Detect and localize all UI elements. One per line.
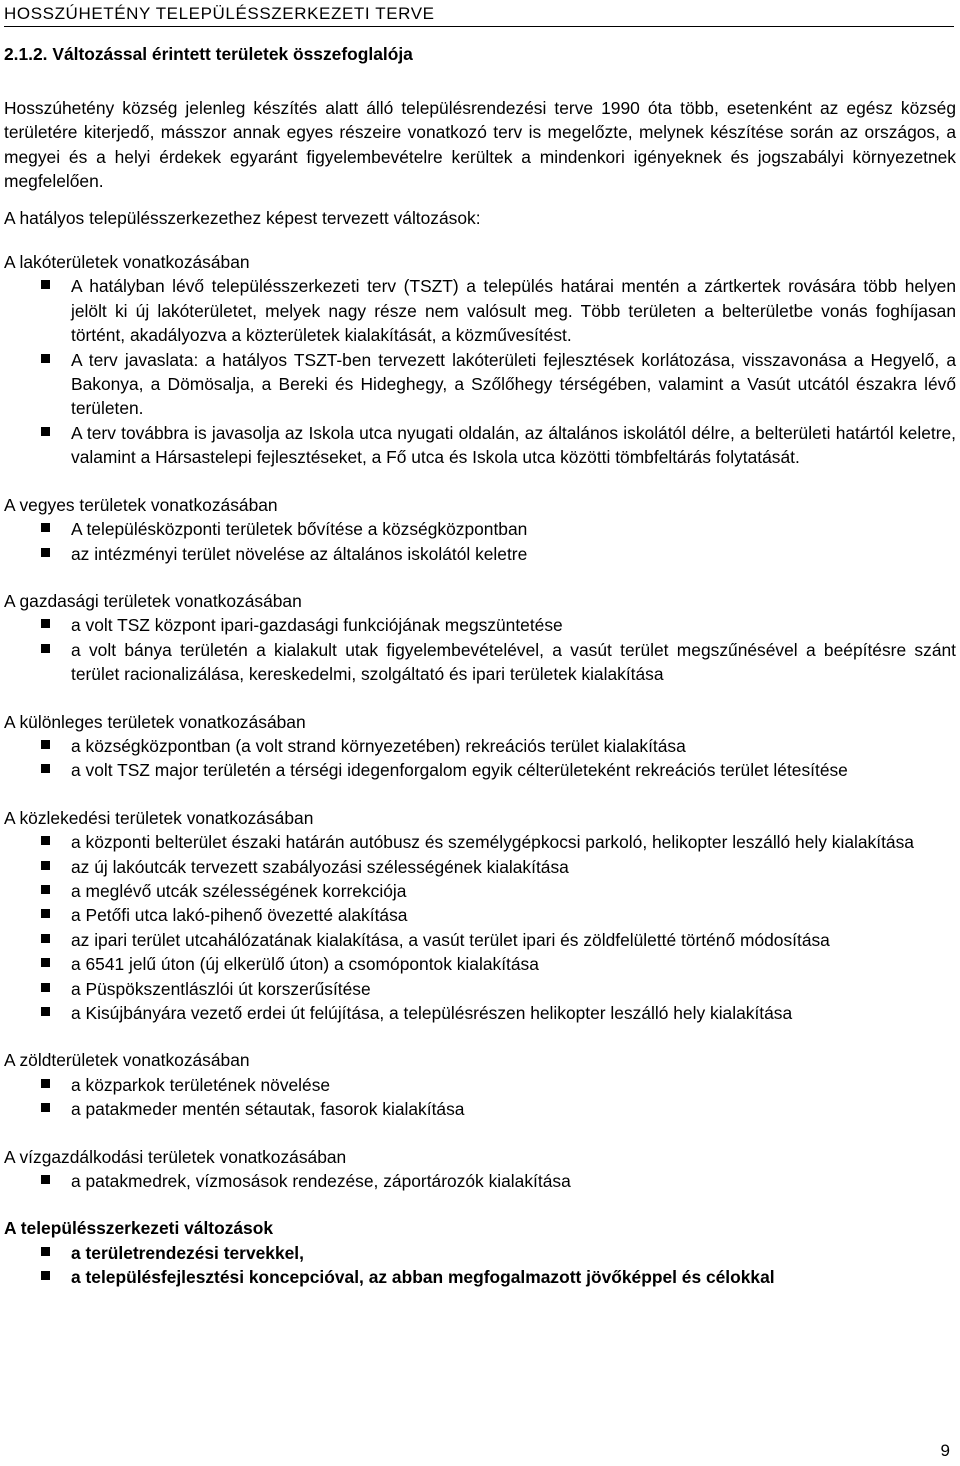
square-bullet-icon — [41, 1079, 50, 1088]
list-item — [4, 855, 956, 879]
square-bullet-icon — [41, 740, 50, 749]
section-title: A közlekedési területek vonatkozásában — [4, 807, 314, 828]
section-title: A lakóterületek vonatkozásában — [4, 252, 250, 273]
list-item-text: az új lakóutcák tervezett szabályozási szélességének kialakítása — [71, 856, 569, 877]
list-item — [4, 421, 956, 470]
square-bullet-icon — [41, 523, 50, 532]
square-bullet-icon — [41, 1007, 50, 1016]
list-item-text: az intézményi terület növelése az általános iskolától keletre — [71, 543, 528, 564]
square-bullet-icon — [41, 644, 50, 653]
square-bullet-icon — [41, 548, 50, 557]
bullet-list — [4, 1169, 956, 1193]
list-item-text: a Kisújbányára vezető erdei út felújítása, a településrészen helikopter leszálló hely kialakítása — [71, 1003, 793, 1023]
square-bullet-icon — [41, 619, 50, 628]
square-bullet-icon — [41, 836, 50, 845]
list-item-text: A hatályban lévő településszerkezeti terv (TSZT) a település határai mentén a zártkertek rovására több helyen jelölt ki új lakóterületet, melyek nagy része nem valósult meg. Több területen a belterületbe vonás foghíjasan történt, akadályozva a közterületek kialakítását, a közművesítést. — [71, 276, 956, 346]
list-item-text: a közparkok területének növelése — [71, 1074, 331, 1095]
square-bullet-icon — [41, 1247, 50, 1256]
section-title: A vegyes területek vonatkozásában — [4, 494, 278, 515]
square-bullet-icon — [41, 958, 50, 967]
list-item-text: az ipari terület utcahálózatának kialakítása, a vasút terület ipari és zöldfelületté történő módosítása — [71, 929, 830, 950]
list-item — [4, 542, 956, 566]
bullet-list — [4, 274, 956, 469]
list-item — [4, 734, 956, 758]
section-residential — [4, 250, 956, 470]
list-item-text: A terv továbbra is javasolja az Iskola utca nyugati oldalán, az általános iskolától délre, a belterületi határtól keletre, valamint a Hársastelepi fejlesztéseket, a Fő utca és Iskola utca közötti tömbfeltárás folytatását. — [71, 422, 956, 468]
list-item — [4, 830, 956, 854]
list-item-text: A terv javaslata: a hatályos TSZT-ben tervezett lakóterületi fejlesztések korlátozása, visszavonása a Hegyelő, a Bakonya, a Dömösalja, a Bereki és Hideghegy, a Szőlőhegy térségében, valamint a Vasút utcától északra lévő területen. — [71, 349, 956, 419]
section-water-management — [4, 1145, 956, 1194]
square-bullet-icon — [41, 427, 50, 436]
list-item — [4, 517, 956, 541]
list-item-text: a központi belterület északi határán autóbusz és személygépkocsi parkoló, helikopter leszálló hely kialakítása — [71, 832, 914, 853]
bullet-list — [4, 1241, 956, 1290]
bullet-list — [4, 734, 956, 783]
running-header: HOSSZÚHETÉNY TELEPÜLÉSSZERKEZETI TERVE — [4, 3, 954, 27]
bullet-list — [4, 613, 956, 686]
square-bullet-icon — [41, 1271, 50, 1280]
square-bullet-icon — [41, 1103, 50, 1112]
list-item — [4, 952, 956, 976]
square-bullet-icon — [41, 983, 50, 992]
bullet-list — [4, 830, 956, 1025]
list-item-text: a meglévő utcák szélességének korrekciója — [71, 880, 407, 901]
square-bullet-icon — [41, 764, 50, 773]
list-item — [4, 903, 956, 927]
square-bullet-icon — [41, 354, 50, 363]
list-item — [4, 1073, 956, 1097]
intro-paragraph: Hosszúhetény község jelenleg készítés alatt álló településrendezési terve 1990 óta több, esetenként az egész község területére kiterjedő, másszor annak egyes részeire vonatkozó terv is megelőzte, melynek készítése során az országos, a megyei és a helyi érdekek egyaránt figyelembevételre kerültek a mindenkori igényeknek és jogszabályi környezetnek megfelelően. — [4, 98, 956, 192]
list-item-text: a volt TSZ központ ipari-gazdasági funkciójának megszüntetése — [71, 615, 563, 636]
list-item-text: A településközponti területek bővítése a községközpontban — [71, 519, 528, 540]
list-item — [4, 638, 956, 687]
list-item — [4, 758, 956, 782]
list-item-text: a területrendezési tervekkel, — [71, 1242, 304, 1263]
section-heading: 2.1.2. Változással érintett területek összefoglalója — [4, 44, 413, 64]
square-bullet-icon — [41, 909, 50, 918]
section-green-areas — [4, 1048, 956, 1121]
list-item-text: a 6541 jelű úton (új elkerülő úton) a csomópontok kialakítása — [71, 954, 539, 975]
list-item-text: a patakmeder mentén sétautak, fasorok kialakítása — [71, 1099, 465, 1120]
list-item — [4, 879, 956, 903]
list-item — [4, 1097, 956, 1121]
square-bullet-icon — [41, 1175, 50, 1184]
square-bullet-icon — [41, 885, 50, 894]
section-title: A vízgazdálkodási területek vonatkozásában — [4, 1146, 347, 1167]
section-structural-changes — [4, 1216, 956, 1289]
section-title: A különleges területek vonatkozásában — [4, 711, 306, 732]
list-item-text: a volt TSZ major területén a térségi idegenforgalom egyik célterületeként rekreációs terület létesítése — [71, 760, 848, 781]
list-item — [4, 613, 956, 637]
list-item — [4, 274, 956, 347]
section-special — [4, 710, 956, 783]
bullet-list — [4, 1073, 956, 1122]
list-item — [4, 1241, 956, 1265]
list-item-text: a volt bánya területén a kialakult utak figyelembevételével, a vasút terület megszűnésével a beépítésre szánt terület racionalizálása, kereskedelmi, szolgáltató és ipari területek kialakítása — [71, 639, 956, 685]
list-item-text: a Petőfi utca lakó-pihenő övezetté alakítása — [71, 905, 408, 926]
document-content — [4, 42, 956, 1313]
list-item-text: a Püspökszentlászlói út korszerűsítése — [71, 978, 371, 999]
square-bullet-icon — [41, 861, 50, 870]
page-number: 9 — [940, 1441, 950, 1460]
list-item-text: a patakmedrek, vízmosások rendezése, záportározók kialakítása — [71, 1171, 571, 1192]
square-bullet-icon — [41, 934, 50, 943]
changes-lead-paragraph: A hatályos településszerkezethez képest tervezett változások: — [4, 207, 481, 228]
list-item — [4, 348, 956, 421]
bullet-list — [4, 517, 956, 566]
section-transport — [4, 806, 956, 1026]
list-item — [4, 928, 956, 952]
list-item — [4, 1169, 956, 1193]
list-item — [4, 977, 956, 1001]
section-mixed — [4, 493, 956, 566]
section-title: A településszerkezeti változások — [4, 1218, 274, 1239]
section-economic — [4, 589, 956, 687]
list-item — [4, 1001, 956, 1025]
section-title: A zöldterületek vonatkozásában — [4, 1050, 250, 1071]
list-item — [4, 1265, 956, 1289]
square-bullet-icon — [41, 280, 50, 289]
list-item-text: a településfejlesztési koncepcióval, az abban megfogalmazott jövőképpel és célokkal — [71, 1267, 775, 1288]
list-item-text: a községközpontban (a volt strand környezetében) rekreációs terület kialakítása — [71, 735, 686, 756]
section-title: A gazdasági területek vonatkozásában — [4, 590, 302, 611]
